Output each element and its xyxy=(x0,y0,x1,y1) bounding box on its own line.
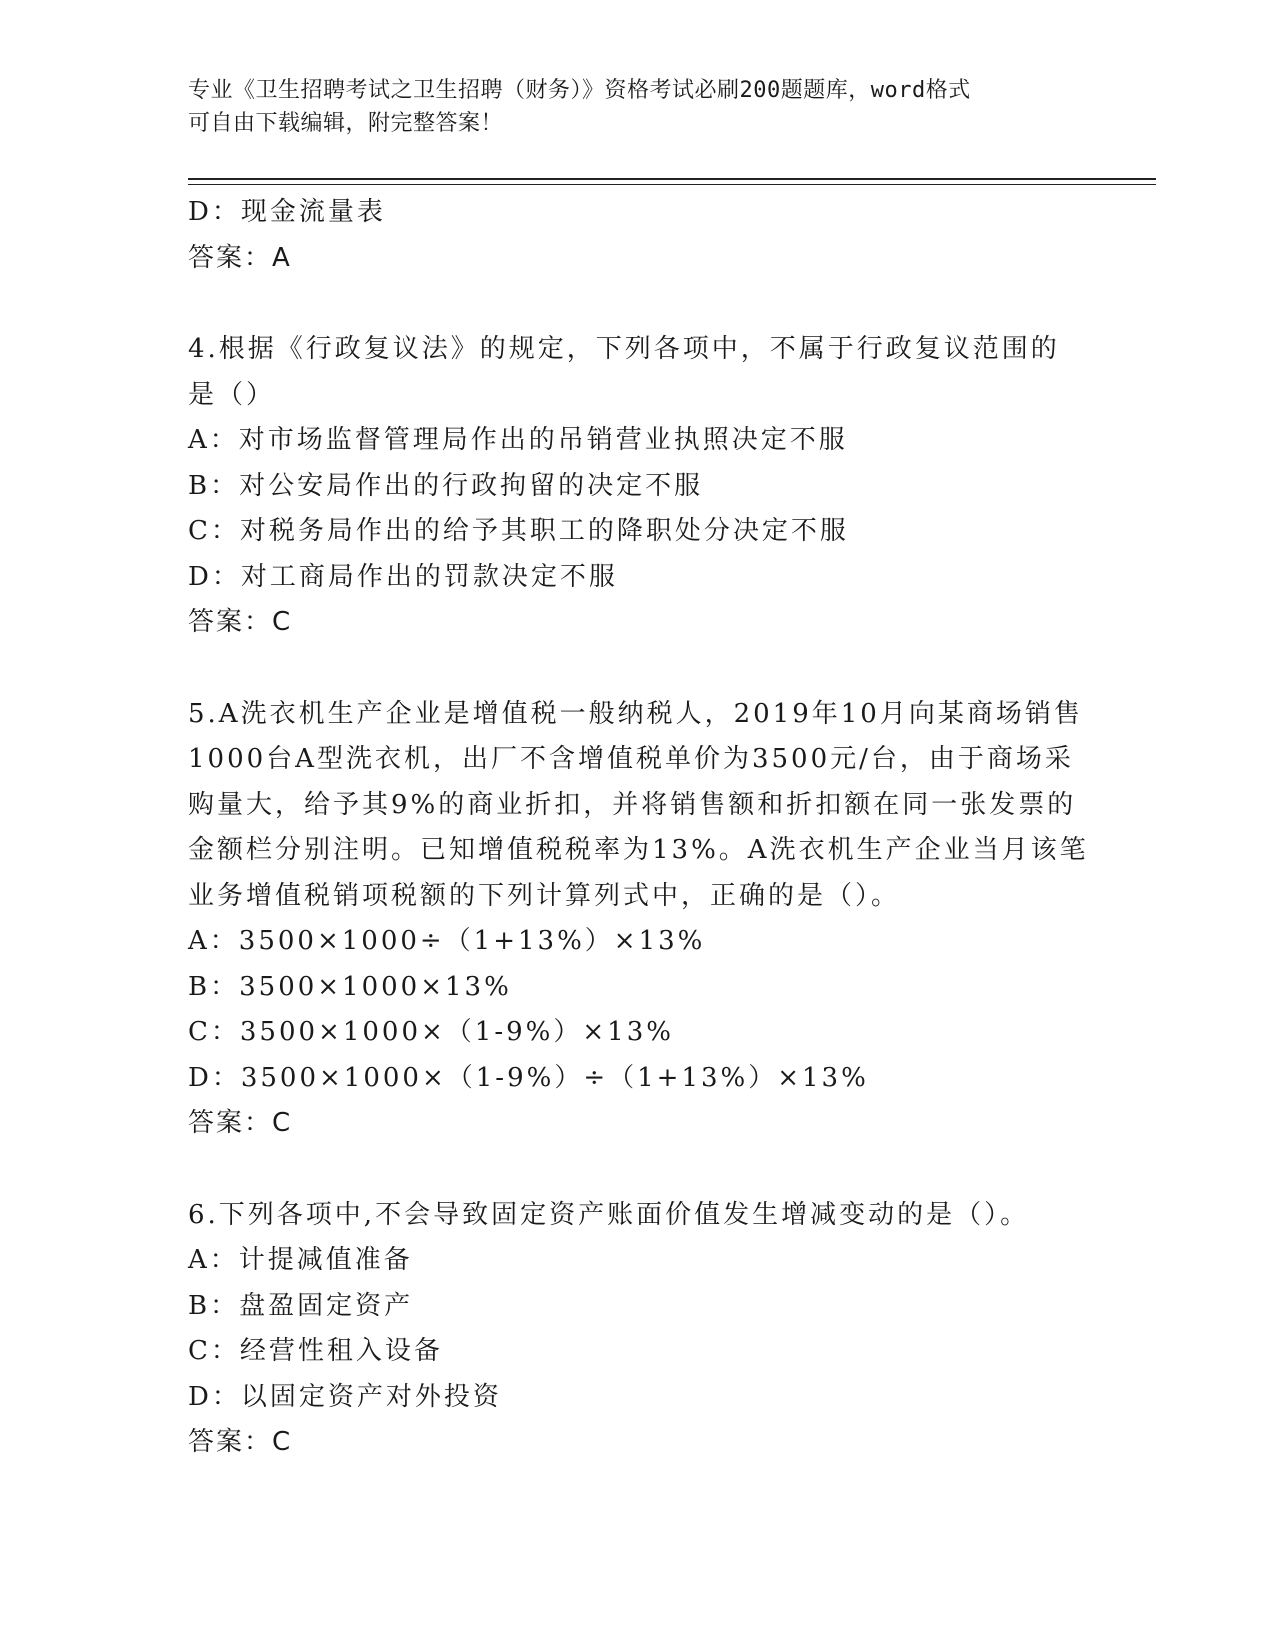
header-rule-thin xyxy=(188,184,1156,185)
header-rule-thick xyxy=(188,178,1156,180)
option-a: A：对市场监督管理局作出的吊销营业执照决定不服 xyxy=(188,425,848,455)
question-stem: 5.A洗衣机生产企业是增值税一般纳税人，2019年10月向某商场销售 xyxy=(188,698,1083,729)
option-c: C：经营性租入设备 xyxy=(188,1336,443,1366)
answer: 答案：C xyxy=(188,1108,293,1138)
question-stem: 4.根据《行政复议法》的规定，下列各项中，不属于行政复议范围的 xyxy=(188,334,1060,364)
option-c: C：3500×1000×（1-9%）×13% xyxy=(188,1017,674,1047)
document-header xyxy=(188,74,1068,140)
question-6 xyxy=(188,1193,1088,1466)
header-line-2: 可自由下载编辑，附完整答案！ xyxy=(188,111,504,136)
option-d: D：对工商局作出的罚款决定不服 xyxy=(188,561,618,592)
option-d: D：现金流量表 xyxy=(188,197,386,227)
option-d: D：3500×1000×（1-9%）÷（1+13%）×13% xyxy=(188,1062,869,1093)
option-a: A：计提减值准备 xyxy=(188,1245,413,1275)
option-d: D：以固定资产对外投资 xyxy=(188,1381,502,1412)
option-b: B：3500×1000×13% xyxy=(188,971,512,1002)
question-stem: 购量大，给予其9%的商业折扣，并将销售额和折扣额在同一张发票的 xyxy=(188,789,1077,820)
question-stem: 6.下列各项中,不会导致固定资产账面价值发生增减变动的是（）。 xyxy=(188,1199,1030,1230)
question-list xyxy=(188,190,1088,1466)
answer: 答案：C xyxy=(188,1427,293,1457)
option-b: B：对公安局作出的行政拘留的决定不服 xyxy=(188,470,704,501)
answer: 答案：A xyxy=(188,242,292,273)
option-c: C：对税务局作出的给予其职工的降职处分决定不服 xyxy=(188,516,849,546)
question-stem: 1000台A型洗衣机，出厂不含增值税单价为3500元/台，由于商场采 xyxy=(188,744,1074,774)
question-4 xyxy=(188,327,1088,646)
question-stem: 是（） xyxy=(188,379,276,410)
question-5 xyxy=(188,692,1088,1147)
option-b: B：盘盈固定资产 xyxy=(188,1290,414,1321)
question-stem: 金额栏分别注明。已知增值税税率为13%。A洗衣机生产企业当月该笔 xyxy=(188,835,1089,865)
header-line-1: 专业《卫生招聘考试之卫生招聘（财务）》资格考试必刷200题题库，word格式 xyxy=(188,78,971,103)
answer: 答案：C xyxy=(188,607,293,637)
question-stem: 业务增值税销项税额的下列计算列式中，正确的是（）。 xyxy=(188,880,901,911)
question-3 xyxy=(188,190,1088,281)
option-a: A：3500×1000÷（1+13%）×13% xyxy=(188,926,706,956)
